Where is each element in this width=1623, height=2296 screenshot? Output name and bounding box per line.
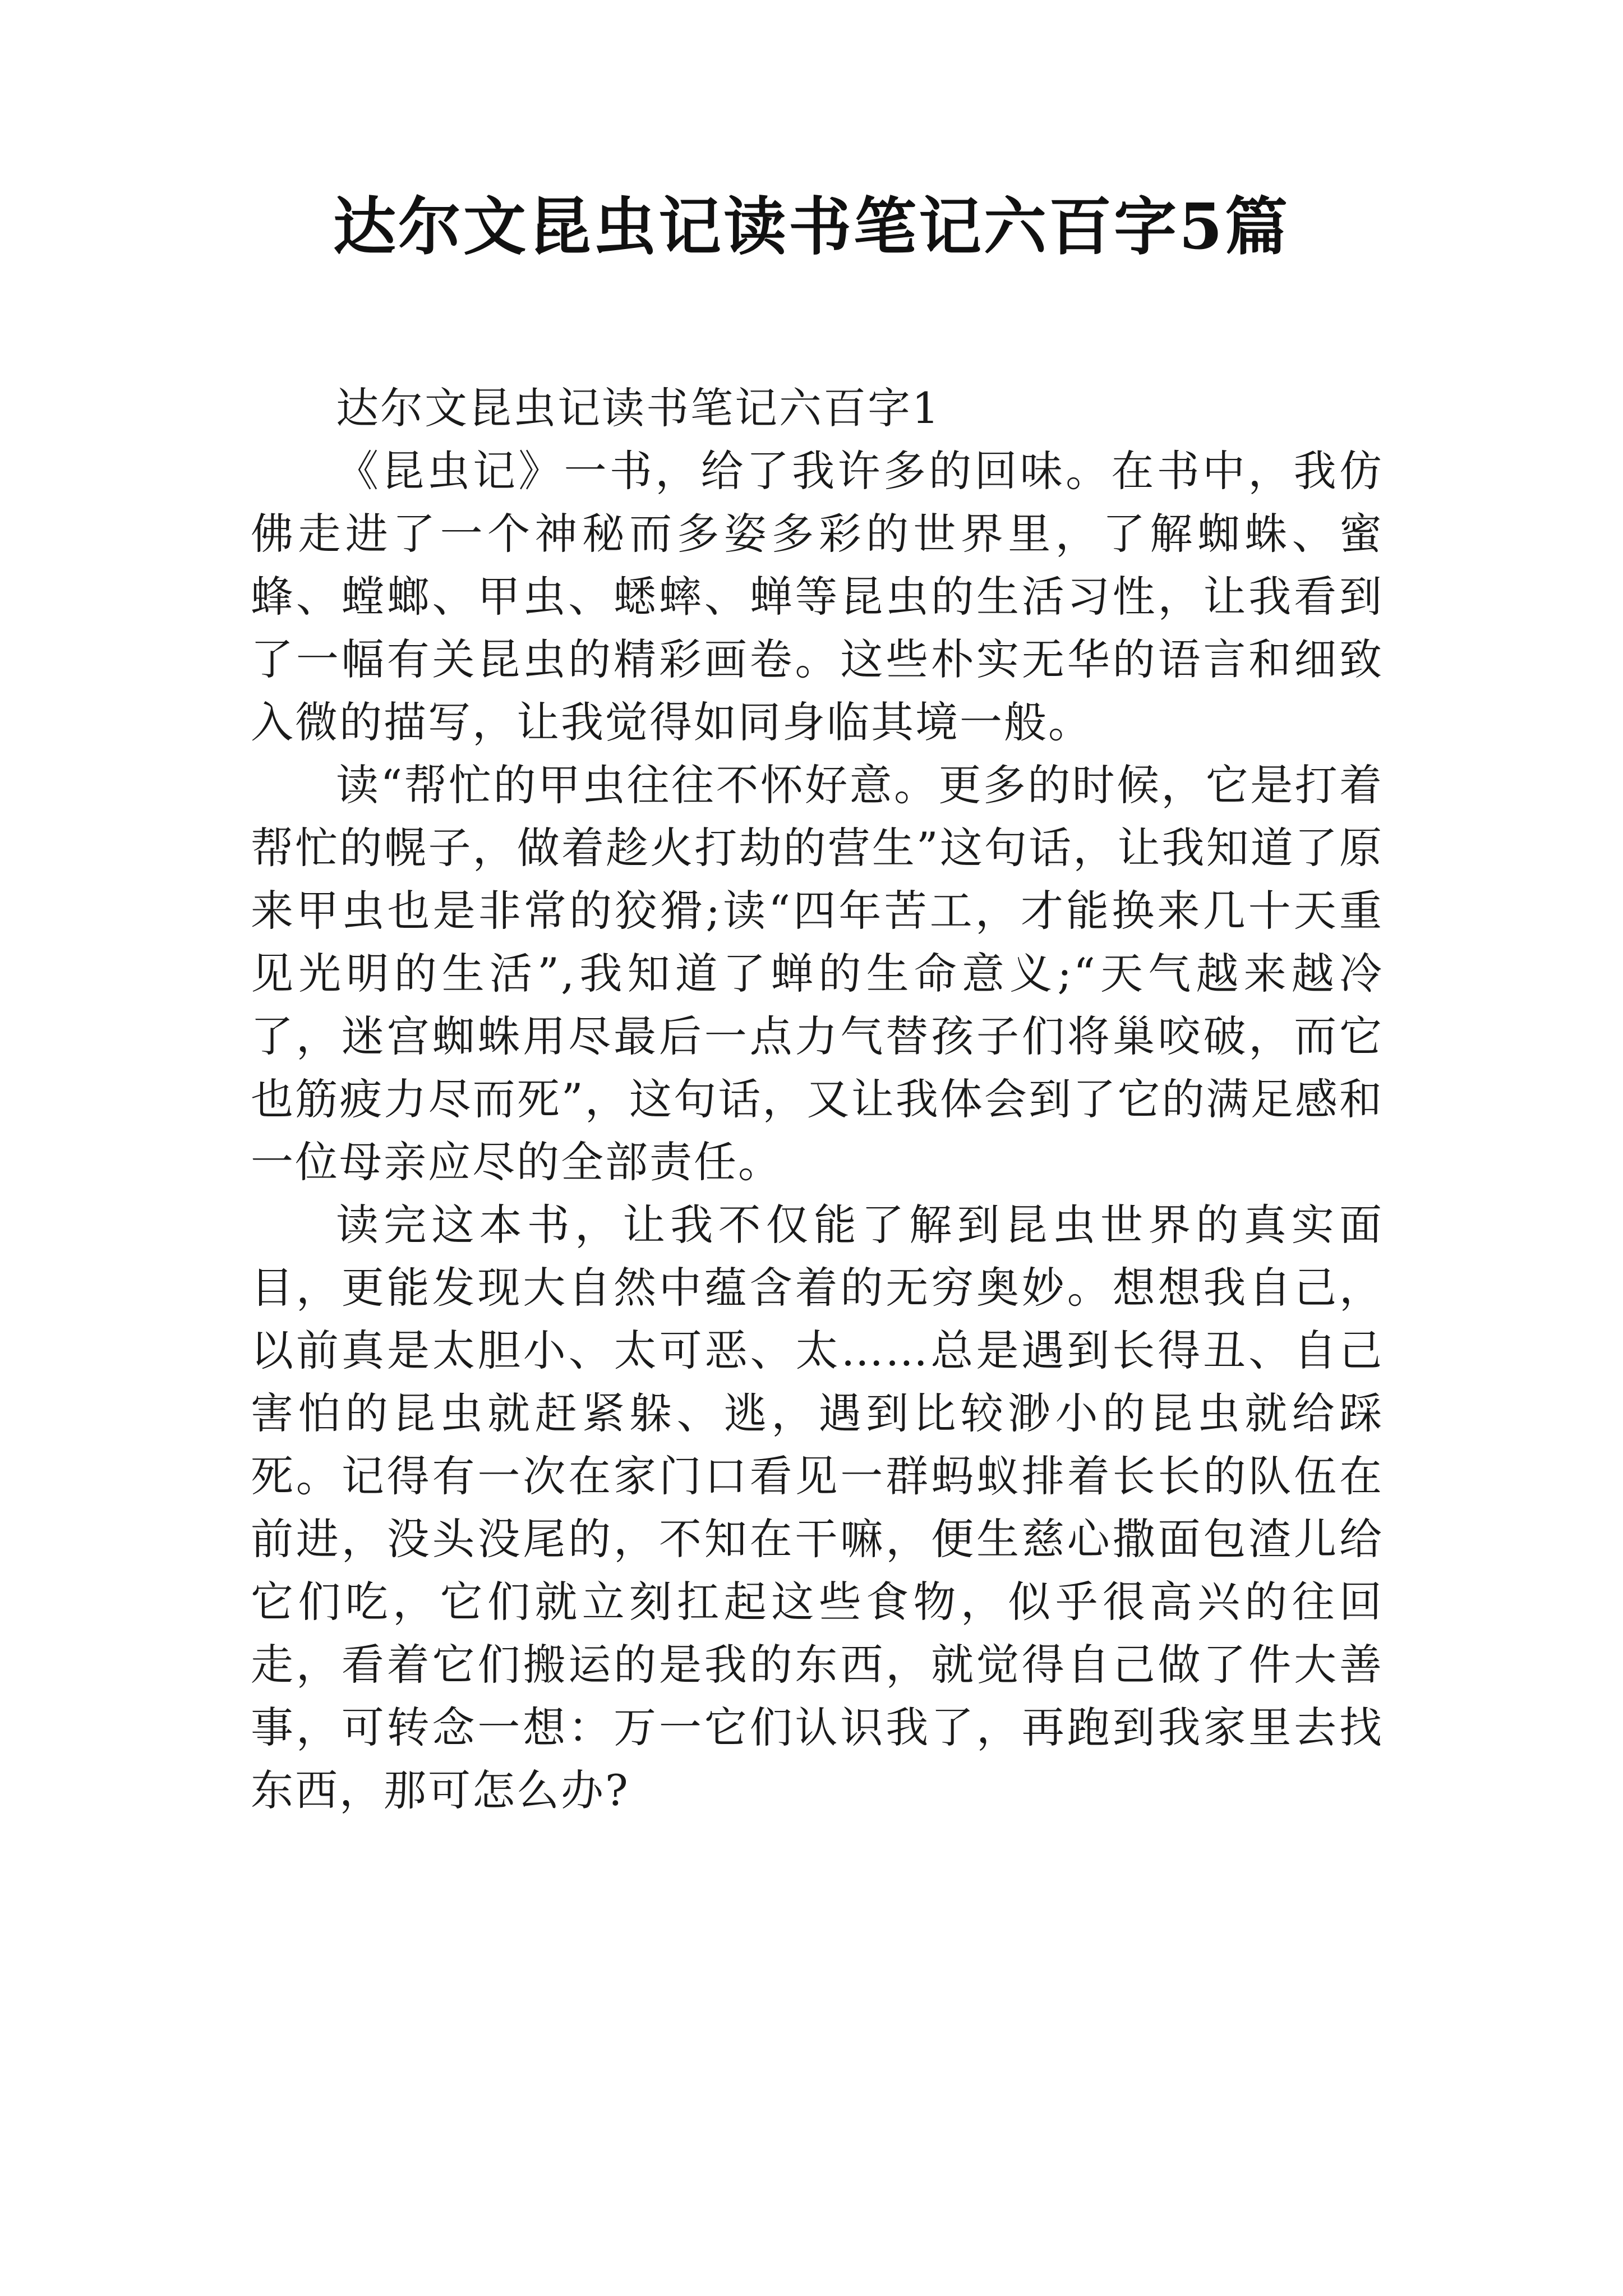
paragraph-3: 读完这本书，让我不仅能了解到昆虫世界的真实面目，更能发现大自然中蕴含着的无穷奥妙。想想我自己，以前真是太胆小、太可恶、太……总是遇到长得丑、自己害怕的昆虫就赶紧躲、逃，遇到比较渺小的昆虫就给踩死。记得有一次在家门口看见一群蚂蚁排着长长的队伍在前进，没头没尾的，不知在干嘛，便生慈心撒面包渣儿给它们吃，它们就立刻扛起这些食物，似乎很高兴的往回走，看着它们搬运的是我的东西，就觉得自己做了件大善事，可转念一想：万一它们认识我了，再跑到我家里去找东西，那可怎么办? — [251, 1200, 1384, 1815]
section-heading: 达尔文昆虫记读书笔记六百字1 — [336, 383, 941, 433]
paragraph-1: 《昆虫记》一书，给了我许多的回味。在书中，我仿佛走进了一个神秘而多姿多彩的世界里，了解蜘蛛、蜜蜂、螳螂、甲虫、蟋蟀、蝉等昆虫的生活习性，让我看到了一幅有关昆虫的精彩画卷。这些朴实无华的语言和细致入微的描写，让我觉得如同身临其境一般。 — [251, 446, 1384, 747]
paragraph-2: 读“帮忙的甲虫往往不怀好意。更多的时候，它是打着帮忙的幌子，做着趁火打劫的营生”这句话，让我知道了原来甲虫也是非常的狡猾;读“四年苦工，才能换来几十天重见光明的生活”,我知道了蝉的生命意义;“天气越来越冷了，迷宫蜘蛛用尽最后一点力气替孩子们将巢咬破，而它也筋疲力尽而死”，这句话，又让我体会到了它的满足感和一位母亲应尽的全部责任。 — [251, 760, 1384, 1187]
document-title: 达尔文昆虫记读书笔记六百字5篇 — [333, 190, 1290, 264]
document-body — [251, 377, 1384, 1822]
